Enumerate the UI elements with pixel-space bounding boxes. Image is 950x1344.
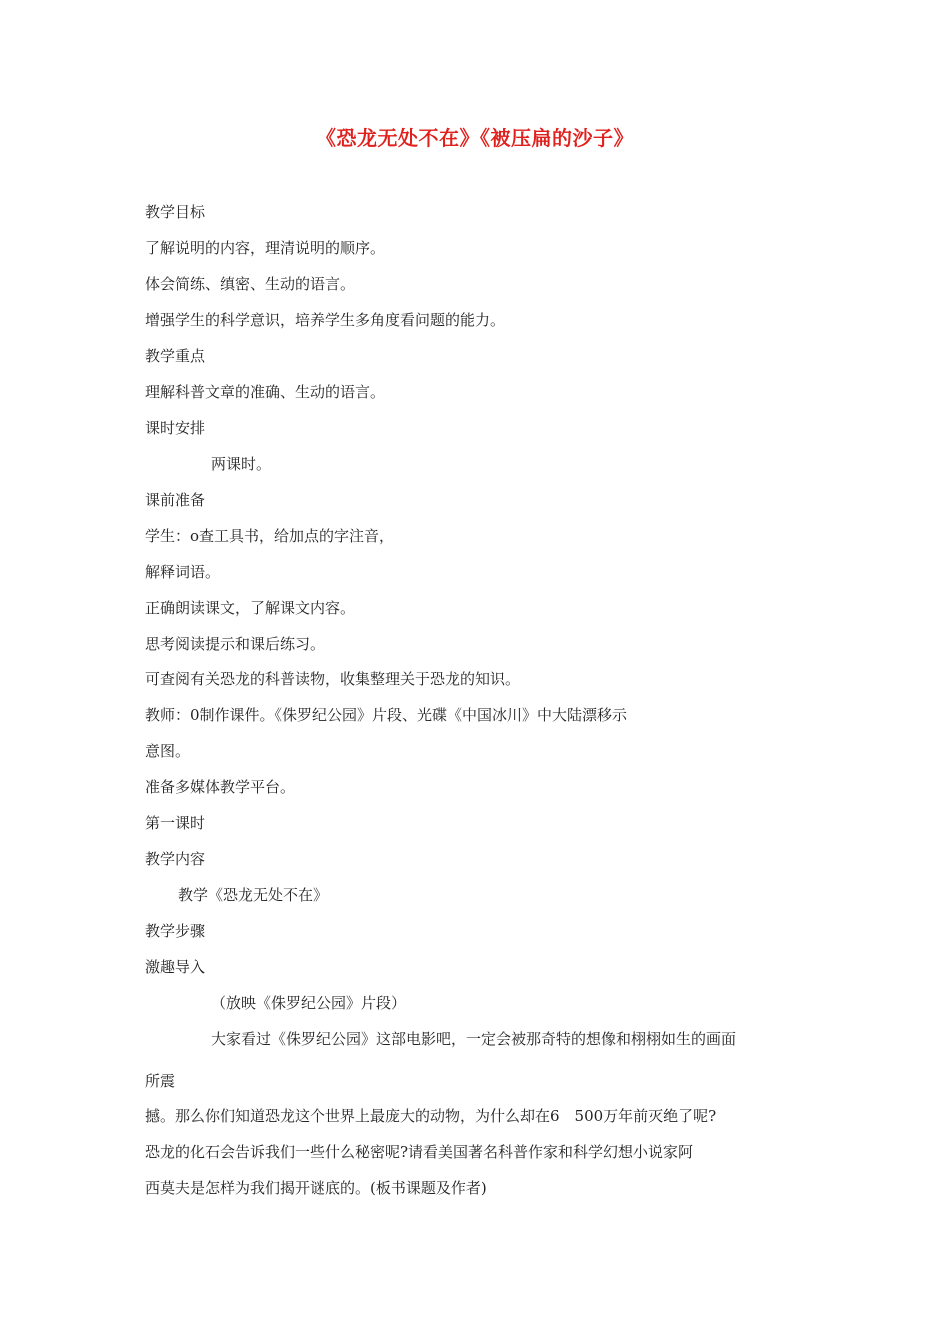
heading-teaching-focus: 教学重点 (145, 347, 206, 365)
paragraph-line: 西莫夫是怎样为我们揭开谜底的。(板书课题及作者) (145, 1179, 487, 1197)
paragraph-line: 准备多媒体教学平台。 (145, 778, 296, 796)
document-title: 《恐龙无处不在》《被压扁的沙子》 (316, 126, 634, 150)
heading-intro: 激趣导入 (145, 958, 206, 976)
heading-teaching-content: 教学内容 (145, 850, 206, 868)
paragraph-line: 理解科普文章的准确、生动的语言。 (145, 383, 386, 401)
paragraph-line: 意图。 (145, 742, 191, 760)
paragraph-line: 学生：ο查工具书，给加点的字注音， (145, 527, 395, 545)
paragraph-line: 教学《恐龙无处不在》 (178, 886, 329, 904)
paragraph-line: 了解说明的内容，理清说明的顺序。 (145, 239, 386, 257)
paragraph-line: 可查阅有关恐龙的科普读物，收集整理关于恐龙的知识。 (145, 670, 521, 688)
paragraph-line: 正确朗读课文，了解课文内容。 (145, 599, 356, 617)
heading-teaching-steps: 教学步骤 (145, 922, 206, 940)
paragraph-line: （放映《侏罗纪公园》片段） (211, 994, 407, 1012)
heading-schedule: 课时安排 (145, 419, 206, 437)
paragraph-line: 思考阅读提示和课后练习。 (145, 635, 326, 653)
paragraph-line: 撼。那么你们知道恐龙这个世界上最庞大的动物，为什么却在6 500万年前灭绝了呢? (145, 1107, 717, 1125)
heading-teaching-goals: 教学目标 (145, 203, 206, 221)
paragraph-line: 所震 (145, 1072, 176, 1090)
paragraph-line: 恐龙的化石会告诉我们一些什么秘密呢?请看美国著名科普作家和科学幻想小说家阿 (145, 1143, 694, 1161)
paragraph-line: 大家看过《侏罗纪公园》这部电影吧，一定会被那奇特的想像和栩栩如生的画面 (211, 1030, 737, 1048)
heading-first-lesson: 第一课时 (145, 814, 206, 832)
paragraph-line: 增强学生的科学意识，培养学生多角度看问题的能力。 (145, 311, 506, 329)
heading-preparation: 课前准备 (145, 491, 206, 509)
paragraph-line: 两课时。 (211, 455, 272, 473)
paragraph-line: 解释词语。 (145, 563, 221, 581)
paragraph-line: 教师：0制作课件。《侏罗纪公园》片段、光碟《中国冰川》中大陆漂移示 (145, 706, 628, 724)
paragraph-line: 体会简练、缜密、生动的语言。 (145, 275, 356, 293)
